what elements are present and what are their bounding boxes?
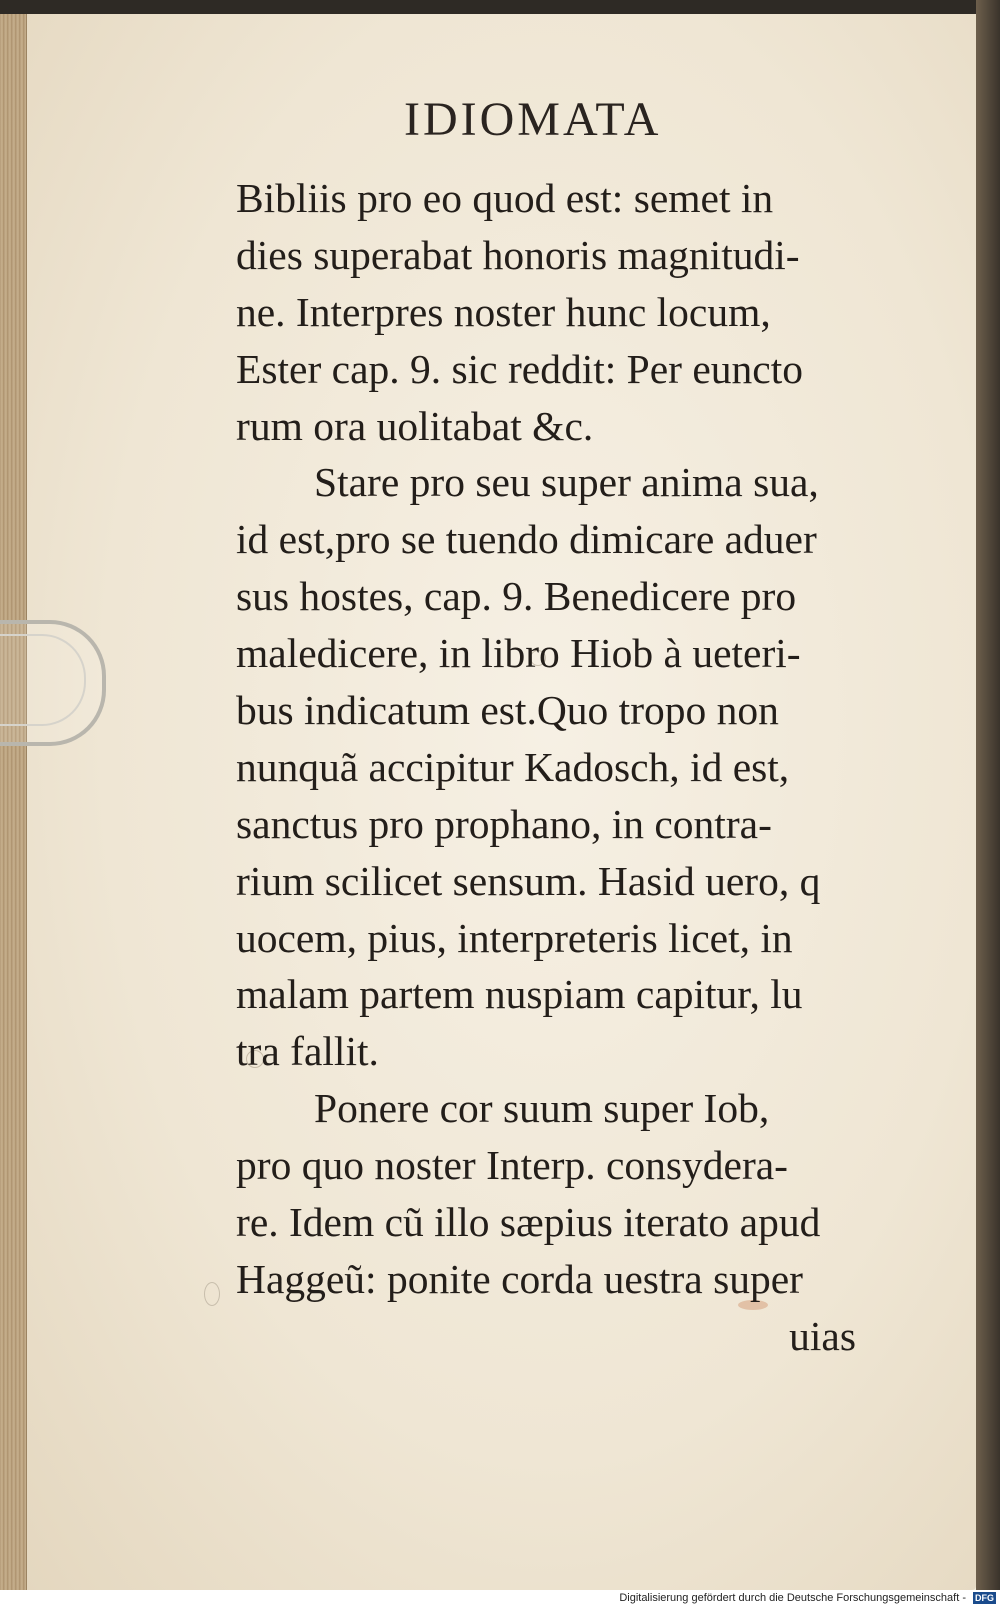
page-clip-inner xyxy=(0,634,86,726)
text-line: Haggeũ: ponite corda uestra super xyxy=(236,1255,803,1302)
background-right xyxy=(976,0,1000,1590)
text-line: id est,pro se tuendo dimicare aduer xyxy=(236,516,817,563)
text-line: Bibliis pro eo quod est: semet in xyxy=(236,175,774,221)
text-line: tra fallit. xyxy=(236,1028,379,1075)
text-line: dies superabat honoris magnitudi- xyxy=(236,231,800,278)
text-line: pro quo noster Interp. consydera- xyxy=(236,1142,789,1189)
background-top xyxy=(0,0,1000,14)
dfg-logo: DFG xyxy=(975,1593,994,1603)
text-line: Ponere cor suum super Iob, xyxy=(314,1085,770,1132)
running-head: IDIOMATA xyxy=(404,93,662,146)
text-line: re. Idem cũ illo sæpius iterato apud xyxy=(236,1199,821,1246)
catchword: uias xyxy=(789,1312,856,1359)
digitization-credit: Digitalisierung gefördert durch die Deutsche Forschungsgemeinschaft - xyxy=(619,1592,966,1604)
paper-spot xyxy=(204,1282,220,1306)
text-line: Ester cap. 9. sic reddit: Per euncto xyxy=(236,345,803,392)
text-line: sanctus pro prophano, in contra- xyxy=(236,800,772,847)
body-text xyxy=(236,170,926,1365)
text-line: bus indicatum est.Quo tropo non xyxy=(236,687,779,734)
text-line: malam partem nuspiam capitur, lu xyxy=(236,971,803,1018)
text-line: sus hostes, cap. 9. Benedicere pro xyxy=(236,573,797,620)
text-line: rum ora uolitabat &c. xyxy=(236,402,594,449)
text-line: ne. Interpres noster hunc locum, xyxy=(236,288,771,335)
text-line: nunquã accipitur Kadosch, id est, xyxy=(236,743,790,790)
page-stack-edge xyxy=(0,10,27,1590)
text-line: Stare pro seu super anima sua, xyxy=(314,459,819,506)
text-line: rium scilicet sensum. Hasid uero, q xyxy=(236,857,821,904)
text-line: uocem, pius, interpreteris licet, in xyxy=(236,914,793,961)
text-line: maledicere, in libro Hiob à ueteri- xyxy=(236,630,801,677)
